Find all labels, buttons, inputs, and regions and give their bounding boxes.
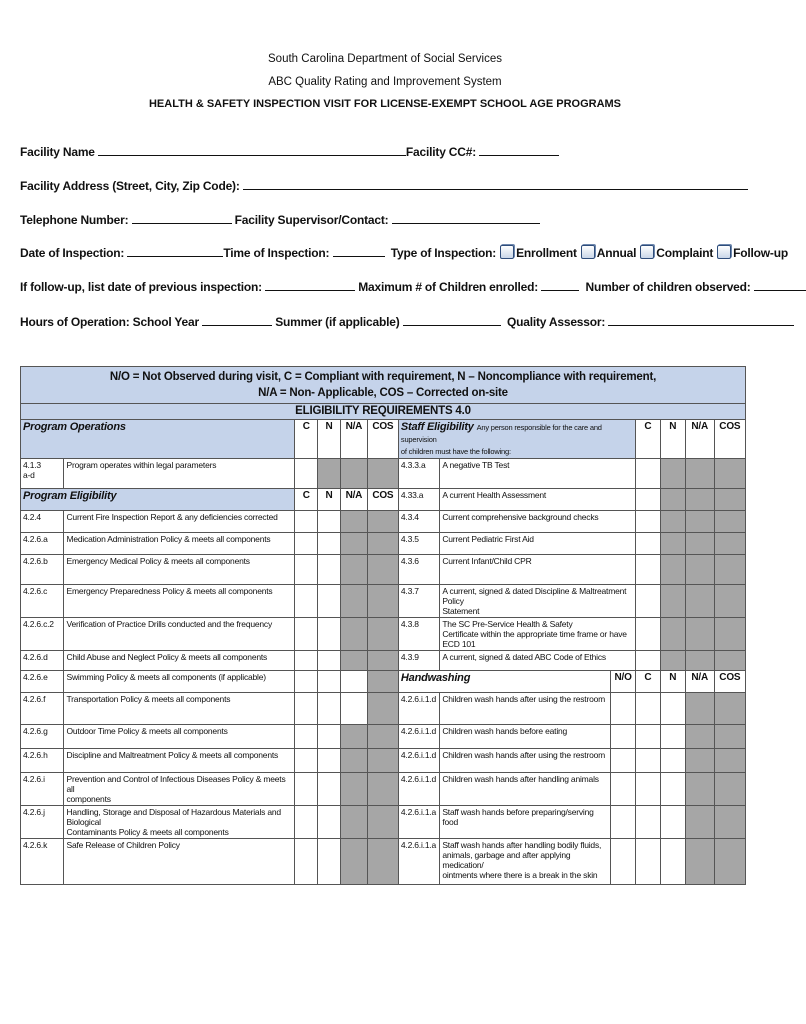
- row-text: Transportation Policy & meets all components: [64, 693, 295, 725]
- row-text: Swimming Policy & meets all components (if applicable): [64, 671, 295, 693]
- check-cell: [714, 693, 745, 725]
- row-text: A current, signed & dated ABC Code of Ethics: [440, 651, 636, 671]
- check-cell[interactable]: [318, 671, 341, 693]
- facility-address-label: Facility Address (Street, City, Zip Code):: [20, 179, 240, 193]
- check-cell: [714, 489, 745, 511]
- check-cell: [714, 585, 745, 618]
- check-cell[interactable]: [295, 693, 318, 725]
- row-code: 4.2.6.c: [21, 585, 64, 618]
- check-cell: [340, 511, 367, 533]
- check-cell[interactable]: [611, 693, 636, 725]
- check-cell[interactable]: [295, 511, 318, 533]
- check-cell: [340, 459, 367, 489]
- check-cell[interactable]: [636, 693, 661, 725]
- inspection-table: [20, 366, 746, 885]
- followup-date-label: If follow-up, list date of previous inspection:: [20, 280, 262, 294]
- check-cell: [685, 511, 714, 533]
- row-text: Prevention and Control of Infectious Diseases Policy & meets all components: [64, 773, 295, 806]
- check-cell: [685, 651, 714, 671]
- check-cell: [685, 725, 714, 749]
- row-code: 4.3.7: [398, 585, 439, 618]
- children-observed-field[interactable]: [754, 279, 806, 291]
- staff-note-1: Any person responsible for the care and supervision: [400, 423, 602, 444]
- max-children-label: Maximum # of Children enrolled:: [358, 280, 539, 294]
- followup-date-field[interactable]: [265, 279, 355, 291]
- check-cell[interactable]: [660, 749, 685, 773]
- check-cell[interactable]: [340, 693, 367, 725]
- check-cell: [367, 773, 398, 806]
- col-n: N: [660, 420, 685, 459]
- check-cell[interactable]: [295, 585, 318, 618]
- legend-line-1: N/O = Not Observed during visit, C = Compliant with requirement, N – Noncompliance with requirement,: [109, 371, 657, 383]
- staff-eligibility-title: Staff Eligibility: [400, 421, 474, 433]
- check-cell[interactable]: [318, 773, 341, 806]
- facility-cc-field[interactable]: [479, 144, 559, 156]
- row-code: 4.3.6: [398, 555, 439, 585]
- col-c: C: [295, 420, 318, 459]
- check-cell[interactable]: [318, 839, 341, 885]
- check-cell: [318, 459, 341, 489]
- check-cell[interactable]: [295, 806, 318, 839]
- address-line: [20, 178, 748, 193]
- row-text: Staff wash hands before preparing/serving food: [440, 806, 611, 839]
- followup-line: [20, 279, 806, 294]
- check-cell[interactable]: [295, 533, 318, 555]
- check-cell[interactable]: [636, 839, 661, 885]
- check-cell: [660, 555, 685, 585]
- check-cell: [340, 725, 367, 749]
- check-cell: [367, 585, 398, 618]
- col-na: N/A: [685, 671, 714, 693]
- row-code: 4.2.6.i.1.a: [398, 806, 439, 839]
- check-cell: [367, 693, 398, 725]
- check-cell: [714, 806, 745, 839]
- row-code: 4.2.6.i.1.d: [398, 749, 439, 773]
- row-code: 4.2.6.b: [21, 555, 64, 585]
- col-cos: COS: [367, 420, 398, 459]
- check-cell: [340, 806, 367, 839]
- check-cell[interactable]: [318, 651, 341, 671]
- check-cell: [660, 511, 685, 533]
- check-cell[interactable]: [636, 806, 661, 839]
- col-na: N/A: [340, 489, 367, 511]
- row-text: Current Infant/Child CPR: [440, 555, 636, 585]
- max-children-field[interactable]: [541, 279, 579, 291]
- check-cell: [714, 749, 745, 773]
- check-cell: [340, 839, 367, 885]
- row-code: 4.2.6.j: [21, 806, 64, 839]
- check-cell[interactable]: [636, 459, 661, 489]
- row-code: 4.2.6.i.1.a: [398, 839, 439, 885]
- row-code: 4.2.6.i: [21, 773, 64, 806]
- check-cell[interactable]: [295, 618, 318, 651]
- check-cell: [367, 555, 398, 585]
- check-cell: [367, 651, 398, 671]
- facility-name-label: Facility Name: [20, 145, 95, 159]
- check-cell[interactable]: [295, 555, 318, 585]
- check-cell: [685, 806, 714, 839]
- supervisor-field[interactable]: [392, 212, 540, 224]
- col-c: C: [636, 671, 661, 693]
- legend-banner: [21, 367, 746, 404]
- row-code: 4.3.5: [398, 533, 439, 555]
- check-cell: [714, 773, 745, 806]
- check-cell[interactable]: [611, 806, 636, 839]
- telephone-line: [20, 212, 540, 227]
- assessor-field[interactable]: [608, 314, 794, 326]
- row-code: 4.2.4: [21, 511, 64, 533]
- check-cell: [685, 489, 714, 511]
- row-text: A current Health Assessment: [440, 489, 636, 511]
- check-cell[interactable]: [318, 511, 341, 533]
- check-cell: [367, 806, 398, 839]
- facility-address-field[interactable]: [243, 178, 748, 190]
- check-cell: [714, 618, 745, 651]
- check-cell[interactable]: [636, 585, 661, 618]
- row-text: Medication Administration Policy & meets all components: [64, 533, 295, 555]
- check-cell: [367, 511, 398, 533]
- check-cell: [685, 749, 714, 773]
- annual-label: Annual: [596, 246, 637, 260]
- legend-line-2: N/A = Non- Applicable, COS – Corrected on-site: [258, 387, 508, 399]
- row-text: Current Fire Inspection Report & any deficiencies corrected: [64, 511, 295, 533]
- check-cell[interactable]: [611, 725, 636, 749]
- handwashing-header: Handwashing: [398, 671, 610, 693]
- check-cell: [340, 773, 367, 806]
- check-cell[interactable]: [636, 618, 661, 651]
- row-code: 4.2.6.d: [21, 651, 64, 671]
- check-cell: [714, 725, 745, 749]
- row-text: Outdoor Time Policy & meets all components: [64, 725, 295, 749]
- time-inspection-field[interactable]: [333, 245, 385, 257]
- summer-field[interactable]: [403, 314, 501, 326]
- check-cell: [367, 533, 398, 555]
- check-cell: [367, 671, 398, 693]
- row-text: Safe Release of Children Policy: [64, 839, 295, 885]
- col-cos: COS: [714, 671, 745, 693]
- check-cell: [340, 533, 367, 555]
- check-cell: [340, 618, 367, 651]
- check-cell: [685, 773, 714, 806]
- page-title: HEALTH & SAFETY INSPECTION VISIT FOR LICENSE-EXEMPT SCHOOL AGE PROGRAMS: [148, 98, 622, 110]
- check-cell: [685, 693, 714, 725]
- check-cell[interactable]: [611, 773, 636, 806]
- check-cell[interactable]: [318, 725, 341, 749]
- row-text: Current comprehensive background checks: [440, 511, 636, 533]
- row-code: 4.2.6.i.1.d: [398, 773, 439, 806]
- row-text: Staff wash hands after handling bodily fluids, animals, garbage and after applying medication/ ointments where there is a break in the skin: [440, 839, 611, 885]
- check-cell[interactable]: [295, 749, 318, 773]
- check-cell[interactable]: [660, 773, 685, 806]
- check-cell: [660, 489, 685, 511]
- check-cell[interactable]: [318, 693, 341, 725]
- check-cell: [685, 618, 714, 651]
- check-cell[interactable]: [295, 459, 318, 489]
- row-code: 4.2.6.f: [21, 693, 64, 725]
- row-text: Children wash hands before eating: [440, 725, 611, 749]
- row-code: 4.2.6.c.2: [21, 618, 64, 651]
- summer-label: Summer (if applicable): [275, 315, 400, 329]
- row-code: 4.3.9: [398, 651, 439, 671]
- row-text: A current, signed & dated Discipline & Maltreatment Policy Statement: [440, 585, 636, 618]
- row-code: 4.2.6.a: [21, 533, 64, 555]
- check-cell[interactable]: [295, 671, 318, 693]
- telephone-field[interactable]: [132, 212, 232, 224]
- row-code: 4.3.4: [398, 511, 439, 533]
- complaint-checkbox[interactable]: [640, 245, 654, 259]
- row-text: Discipline and Maltreatment Policy & meets all components: [64, 749, 295, 773]
- check-cell: [340, 585, 367, 618]
- row-text: Emergency Preparedness Policy & meets all components: [64, 585, 295, 618]
- check-cell: [685, 839, 714, 885]
- check-cell: [340, 749, 367, 773]
- inspection-line: [20, 245, 788, 260]
- row-code: 4.2.6.i.1.d: [398, 693, 439, 725]
- system-name: ABC Quality Rating and Improvement System: [268, 76, 502, 88]
- check-cell: [367, 618, 398, 651]
- col-c: C: [636, 420, 661, 459]
- agency-name: South Carolina Department of Social Services: [268, 53, 502, 65]
- followup-label: Follow-up: [733, 246, 788, 260]
- assessor-label: Quality Assessor:: [506, 315, 606, 329]
- row-code: 4.3.3.a: [398, 459, 439, 489]
- eligibility-header: ELIGIBILITY REQUIREMENTS 4.0: [21, 404, 746, 420]
- row-code: 4.2.6.h: [21, 749, 64, 773]
- check-cell[interactable]: [636, 725, 661, 749]
- check-cell: [714, 839, 745, 885]
- check-cell[interactable]: [295, 773, 318, 806]
- facility-line: [20, 144, 559, 159]
- check-cell[interactable]: [318, 749, 341, 773]
- check-cell: [660, 533, 685, 555]
- col-n: N: [660, 671, 685, 693]
- check-cell[interactable]: [611, 749, 636, 773]
- check-cell: [685, 459, 714, 489]
- row-code: 4.1.3 a-d: [21, 459, 64, 489]
- check-cell[interactable]: [660, 693, 685, 725]
- col-na: N/A: [685, 420, 714, 459]
- row-code: 4.2.6.k: [21, 839, 64, 885]
- check-cell: [685, 555, 714, 585]
- col-c: C: [295, 489, 318, 511]
- row-text: Program operates within legal parameters: [64, 459, 295, 489]
- check-cell: [660, 651, 685, 671]
- check-cell[interactable]: [660, 839, 685, 885]
- annual-checkbox[interactable]: [581, 245, 595, 259]
- check-cell: [714, 651, 745, 671]
- hours-line: [20, 314, 794, 329]
- row-text: The SC Pre-Service Health & Safety Certificate within the appropriate time frame or have ECD 101: [440, 618, 636, 651]
- check-cell[interactable]: [318, 585, 341, 618]
- check-cell[interactable]: [318, 555, 341, 585]
- enrollment-checkbox[interactable]: [500, 245, 514, 259]
- check-cell: [714, 555, 745, 585]
- col-cos: COS: [367, 489, 398, 511]
- col-no: N/O: [611, 671, 636, 693]
- row-text: Verification of Practice Drills conducted and the frequency: [64, 618, 295, 651]
- check-cell: [367, 749, 398, 773]
- check-cell: [367, 459, 398, 489]
- row-text: Current Pediatric First Aid: [440, 533, 636, 555]
- check-cell: [660, 459, 685, 489]
- row-code: 4.3.8: [398, 618, 439, 651]
- type-inspection-label: Type of Inspection:: [390, 246, 497, 260]
- followup-checkbox[interactable]: [717, 245, 731, 259]
- check-cell[interactable]: [340, 671, 367, 693]
- row-code: 4.33.a: [398, 489, 439, 511]
- row-code: 4.2.6.g: [21, 725, 64, 749]
- check-cell[interactable]: [660, 806, 685, 839]
- children-observed-label: Number of children observed:: [585, 280, 751, 294]
- row-text: A negative TB Test: [440, 459, 636, 489]
- check-cell[interactable]: [636, 511, 661, 533]
- check-cell: [685, 585, 714, 618]
- check-cell[interactable]: [636, 489, 661, 511]
- check-cell: [340, 651, 367, 671]
- hours-field[interactable]: [202, 314, 272, 326]
- check-cell[interactable]: [636, 773, 661, 806]
- check-cell[interactable]: [636, 533, 661, 555]
- row-code: 4.2.6.i.1.d: [398, 725, 439, 749]
- hours-label: Hours of Operation: School Year: [20, 315, 199, 329]
- facility-cc-label: Facility CC#:: [405, 145, 477, 159]
- complaint-label: Complaint: [656, 246, 714, 260]
- row-text: Children wash hands after using the restroom: [440, 749, 611, 773]
- staff-note-2: of children must have the following:: [400, 447, 511, 456]
- col-n: N: [318, 420, 341, 459]
- check-cell[interactable]: [295, 725, 318, 749]
- date-inspection-label: Date of Inspection:: [20, 246, 125, 260]
- row-text: Children wash hands after handling animals: [440, 773, 611, 806]
- row-text: Emergency Medical Policy & meets all components: [64, 555, 295, 585]
- enrollment-label: Enrollment: [516, 246, 577, 260]
- facility-name-field[interactable]: [98, 144, 406, 156]
- check-cell[interactable]: [295, 839, 318, 885]
- check-cell: [660, 585, 685, 618]
- check-cell[interactable]: [636, 749, 661, 773]
- program-eligibility-header: Program Eligibility: [21, 489, 295, 511]
- check-cell: [367, 725, 398, 749]
- time-inspection-label: Time of Inspection:: [223, 246, 330, 260]
- check-cell: [714, 459, 745, 489]
- check-cell[interactable]: [660, 725, 685, 749]
- staff-eligibility-header: [398, 420, 635, 459]
- check-cell: [660, 618, 685, 651]
- check-cell[interactable]: [318, 618, 341, 651]
- date-inspection-field[interactable]: [127, 245, 223, 257]
- row-text: Children wash hands after using the restroom: [440, 693, 611, 725]
- row-text: Handling, Storage and Disposal of Hazardous Materials and Biological Contaminants Policy & meets all components: [64, 806, 295, 839]
- check-cell[interactable]: [318, 806, 341, 839]
- telephone-label: Telephone Number:: [20, 213, 129, 227]
- check-cell[interactable]: [318, 533, 341, 555]
- check-cell[interactable]: [295, 651, 318, 671]
- col-na: N/A: [340, 420, 367, 459]
- col-n: N: [318, 489, 341, 511]
- check-cell: [714, 533, 745, 555]
- program-operations-header: Program Operations: [21, 420, 295, 459]
- check-cell[interactable]: [636, 555, 661, 585]
- check-cell[interactable]: [611, 839, 636, 885]
- check-cell: [714, 511, 745, 533]
- supervisor-label: Facility Supervisor/Contact:: [234, 213, 389, 227]
- col-cos: COS: [714, 420, 745, 459]
- check-cell: [685, 533, 714, 555]
- check-cell[interactable]: [636, 651, 661, 671]
- row-code: 4.2.6.e: [21, 671, 64, 693]
- row-text: Child Abuse and Neglect Policy & meets all components: [64, 651, 295, 671]
- check-cell: [340, 555, 367, 585]
- check-cell: [367, 839, 398, 885]
